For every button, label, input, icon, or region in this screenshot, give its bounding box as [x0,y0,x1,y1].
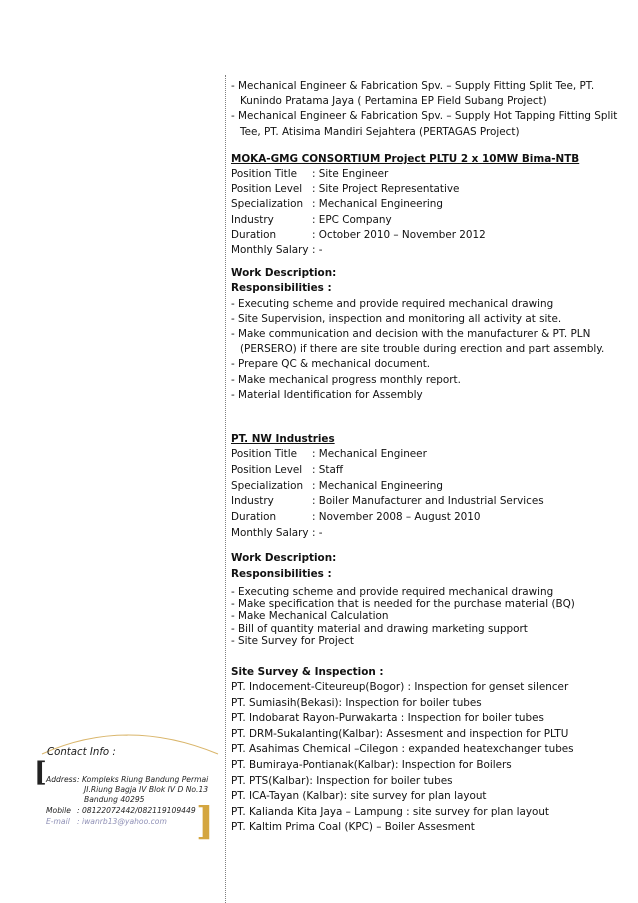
detail-row: Specialization : Mechanical Engineering [231,479,443,492]
main-column [231,79,631,836]
responsibility-item: - Make communication and decision with the manufacturer & PT. PLN (PERSERO) if there are site trouble during erection and part assembly. [231,328,605,356]
detail-row: Position Title : Mechanical Engineer [231,448,427,461]
responsibility-item: - Make Mechanical Calculation [231,610,389,623]
address-row: Address : Kompleks Riung Bandung Permai [46,775,209,784]
right-bracket-icon: ] [196,798,214,843]
survey-item: PT. Asahimas Chemical –Cilegon : expanded heatexchanger tubes [231,743,574,756]
detail-row: Duration : October 2010 – November 2012 [231,228,486,241]
responsibility-item: - Bill of quantity material and drawing marketing support [231,622,528,635]
responsibilities-heading: Responsibilities : [231,567,332,580]
work-description-heading: Work Description: [231,267,337,280]
email-row[interactable]: E-mail : iwanrb13@yahoo.com [46,817,217,826]
survey-item: PT. Indobarat Rayon-Purwakarta : Inspection for boiler tubes [231,712,544,725]
responsibility-item: - Executing scheme and provide required mechanical drawing [231,297,554,310]
survey-item: PT. DRM-Sukalanting(Kalbar): Assesment and inspection for PLTU [231,727,569,740]
job-title-nw-industries: PT. NW Industries [231,433,335,446]
responsibility-item: - Make specification that is needed for the purchase material (BQ) [231,598,575,611]
detail-row: Monthly Salary : - [231,526,323,539]
responsibility-item: - Site Survey for Project [231,634,354,647]
job-details-table [231,447,544,541]
previous-role-line: - Mechanical Engineer & Fabrication Spv. – Supply Hot Tapping Fitting Split Tee, PT. Atisima Mandiri Sejahtera (PERTAGAS Project) [231,110,618,138]
detail-row: Duration : November 2008 – August 2010 [231,511,481,524]
survey-item: PT. Indocement-Citeureup(Bogor) : Inspection for genset silencer [231,681,569,694]
contact-info-box [34,722,226,843]
contact-heading: Contact Info : [47,747,116,758]
responsibilities-heading: Responsibilities : [231,282,332,295]
job-details-table [231,167,486,258]
survey-item: PT. PTS(Kalbar): Inspection for boiler tubes [231,774,453,787]
job-title-moka: MOKA-GMG CONSORTIUM Project PLTU 2 x 10MW Bima-NTB [231,152,580,165]
survey-item: PT. Kaltim Prima Coal (KPC) – Boiler Assesment [231,821,475,834]
mobile-row: Mobile : 08122072442/082119109449 [46,806,196,815]
detail-row: Specialization : Mechanical Engineering [231,198,443,211]
address-row-line3: Bandung 40295 [84,795,145,804]
site-survey-heading: Site Survey & Inspection : [231,665,384,678]
previous-role-line: - Mechanical Engineer & Fabrication Spv. – Supply Fitting Split Tee, PT. Kunindo Pratama Jaya ( Pertamina EP Field Subang Project) [231,80,595,108]
work-description-heading: Work Description: [231,552,337,565]
detail-row: Position Level : Staff [231,463,343,476]
survey-item: PT. ICA-Tayan (Kalbar): site survey for plan layout [231,790,487,803]
responsibility-item: - Executing scheme and provide required mechanical drawing [231,585,554,598]
detail-row: Industry : Boiler Manufacturer and Industrial Services [231,495,544,508]
detail-row: Monthly Salary : - [231,244,323,257]
survey-item: PT. Kalianda Kita Jaya – Lampung : site survey for plan layout [231,805,549,818]
detail-row: Position Level : Site Project Representative [231,183,460,196]
address-row-line2: JI.Riung Bagja IV Blok IV D No.13 [84,785,209,794]
responsibility-item: - Material Identification for Assembly [231,388,423,401]
responsibility-item: - Site Supervision, inspection and monitoring all activity at site. [231,312,562,325]
responsibility-item: - Prepare QC & mechanical document. [231,358,431,371]
responsibility-item: - Make mechanical progress monthly report. [231,373,461,386]
survey-item: PT. Bumiraya-Pontianak(Kalbar): Inspection for Boilers [231,759,512,772]
survey-item: PT. Sumiasih(Bekasi): Inspection for boiler tubes [231,696,482,709]
left-bracket-icon: [ [34,757,47,788]
email-link[interactable]: : iwanrb13@yahoo.com [77,817,167,826]
detail-row: Position Title : Site Engineer [231,168,389,181]
detail-row: Industry : EPC Company [231,213,392,226]
